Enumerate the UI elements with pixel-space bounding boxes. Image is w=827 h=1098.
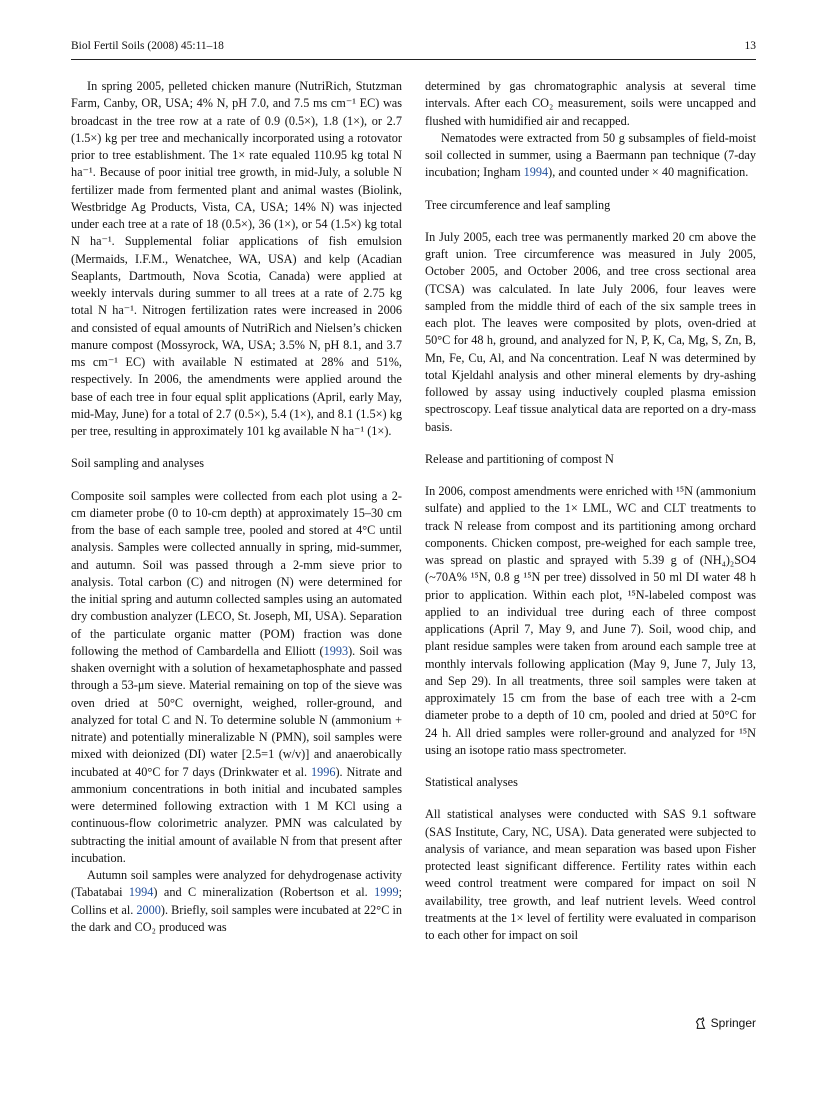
citation-link[interactable]: 1994: [523, 165, 549, 180]
section-heading-tree-circumference: Tree circumference and leaf sampling: [425, 197, 611, 212]
right-column: [425, 78, 756, 944]
section-heading-soil-sampling: Soil sampling and analyses: [71, 456, 205, 471]
citation-link[interactable]: 2000: [136, 902, 161, 917]
section-heading-compost-n: Release and partitioning of compost N: [425, 451, 614, 466]
springer-horse-icon: [694, 1017, 707, 1030]
page-number: 13: [744, 40, 756, 52]
publisher-name: Springer: [710, 1016, 756, 1030]
citation-link[interactable]: 1994: [128, 885, 154, 900]
paragraph-compost-n: In 2006, compost amendments were enriched with ¹⁵N (ammonium sulfate) and applied to the 1× LML, WC and CLT treatments to track N release from compost and its partitioning among orchard components. Chicken compost, pre-weighed for each sample tree, was spread on plastic and sprayed with 5.39 g of (NH₄)₂SO4 (~70A% ¹⁵N, 0.8 g ¹⁵N per tree) dissolved in 50 ml DI water 48 h prior to application. Within each plot, ¹⁵N-labeled compost was applied to an individual tree during each of three compost applications (April 7, May 9, and June 7). Soil, wood chip, and plant residue samples were taken from around each sample tree at monthly intervals following application (May 9, June 7, July 13, and Sep 29). In all treatments, three soil samples were taken at approximately 15 cm from the base of each tree with a 2-cm diameter probe to a depth of 10 cm, pooled and dried at 50°C for 24 h. All dried samples were roller-ground and analyzed for ¹⁵N using an isotope ratio mass spectrometer.: [425, 484, 756, 757]
paragraph-fertilization: In spring 2005, pelleted chicken manure (NutriRich, Stutzman Farm, Canby, OR, USA; 4% N, pH 7.0, and 7.5 ms cm⁻¹ EC) was broadcast in the tree row at a rate of 0.9 (0.5×), 1.8 (1×), or 2.7 (1.5×) kg per tree and mechanically incorporated using a rotovator prior to tree establishment. The 1× rate equaled 110.95 kg total N ha⁻¹. Because of poor initial tree growth, in mid-July, a soluble N fertilizer made from fermented plant and animal wastes (Biolink, Westbridge Ag Products, Vista, CA, USA; 14% N) was injected under each tree at a rate of 18 (0.5×), 36 (1×), or 54 (1.5×) kg total N ha⁻¹. Supplemental foliar applications of fish emulsion (Mermaids, I.F.M., Wenatchee, WA, USA) and kelp (Acadian Seaplants, Dartmouth, Nova Scotia, Canada) were applied at weekly intervals during summer to all trees at a rate of 2.75 kg total N ha⁻¹. Nitrogen fertilization rates were increased in 2006 and consisted of equal amounts of NutriRich and Nielsen’s chicken manure compost (Mossyrock, WA, USA; 3.5% N, pH 8.1, and 3.7 ms cm⁻¹ EC) with available N estimated at 28% and 51%, respectively. In 2006, the amendments were applied around the base of each tree in four equal split applications (April, early May, mid-May, June) for a total of 2.7 (0.5×), 5.4 (1×), and 8.1 (1.5×) kg per tree, resulting in approximately 101 kg available N ha⁻¹ (1×).: [71, 79, 402, 438]
left-column: [71, 78, 402, 936]
citation-link[interactable]: 1999: [374, 885, 399, 900]
paragraph-statistics: All statistical analyses were conducted with SAS 9.1 software (SAS Institute, Cary, NC, USA). Data generated were subjected to analysis of variance, and mean separation was based upon Fisher protected least significant difference. Fertility rates within each weed control treatment were compared for impact on soil N availability, tree growth, and leaf nutrient levels. Weed control treatments at the 1× level of fertility were evaluated in comparison to each other for impact on soil: [425, 807, 756, 942]
paragraph-autumn-samples: Autumn soil samples were analyzed for dehydrogenase activity (Tabatabai 1994) and C mineralization (Robertson et al. 1999; Collins et al. 2000). Briefly, soil samples were incubated at 22°C in the dark and CO₂ produced was: [71, 868, 402, 934]
journal-citation: Biol Fertil Soils (2008) 45:11–18: [71, 40, 224, 52]
paragraph-nematodes: Nematodes were extracted from 50 g subsamples of field-moist soil collected in summer, using a Baermann pan technique (7-day incubation; Ingham 1994), and counted under × 40 magnification.: [425, 130, 756, 180]
paragraph-tree-leaf: In July 2005, each tree was permanently marked 20 cm above the graft union. Tree circumference was measured in July 2005, October 2005, and October 2006, and tree cross sectional area (TCSA) was calculated. In late July 2006, four leaves were sampled from the middle third of each of the six sample trees in each plot. The leaves were composited by plots, oven-dried at 50°C for 48 h, ground, and analyzed for N, P, K, Ca, Mg, S, Zn, B, Mn, Fe, Cu, Al, and Na concentration. Leaf N was determined by total Kjeldahl analysis and other mineral elements by dry-ashing followed by assay using inductively coupled plasma emission spectroscopy. Leaf tissue analytical data are reported on a dry-mass basis.: [425, 229, 756, 434]
paragraph-co2-continued: determined by gas chromatographic analysis at several time intervals. After each CO₂ measurement, soils were uncapped and flushed with humidified air and recapped.: [425, 79, 756, 128]
citation-link[interactable]: 1996: [310, 764, 336, 779]
section-heading-statistics: Statistical analyses: [425, 775, 518, 789]
header-rule: [71, 59, 756, 60]
paragraph-soil-sampling: Composite soil samples were collected from each plot using a 2-cm diameter probe (0 to 10-cm depth) at approximately 15–30 cm from the base of each sample tree, pooled and stored at 4°C until analysis. Samples were collected annually in spring, mid-summer, and autumn. Soil was passed through a 2-mm sieve prior to analysis. Total carbon (C) and nitrogen (N) were determined for the initial spring and autumn collected samples using an automated dry combustion analyzer (LECO, St. Joseph, MI, USA). Separation of the particulate organic matter (POM) fraction was done following the method of Cambardella and Elliott (1993). Soil was shaken overnight with a solution of hexametaphosphate and passed through a 53-μm sieve. Material remaining on top of the sieve was oven dried at 50°C overnight, weighed, roller-ground, and analyzed for total C and N. To determine soluble N (ammonium + nitrate) and potentially mineralizable N (PMN), soil samples were mixed with deionized (DI) water [2.5=1 (w/v)] and anaerobically incubated at 40°C for 7 days (Drinkwater et al. 1996). Nitrate and ammonium concentrations in both initial and incubated samples were determined following extraction with 1 M KCl using a continuous-flow colorimetric analyzer. PMN was calculated by subtracting the initial amount of available N from that present after incubation.: [71, 488, 403, 865]
citation-link[interactable]: 1993: [323, 643, 349, 658]
publisher-logo: [694, 1016, 756, 1030]
running-header: [71, 40, 756, 56]
